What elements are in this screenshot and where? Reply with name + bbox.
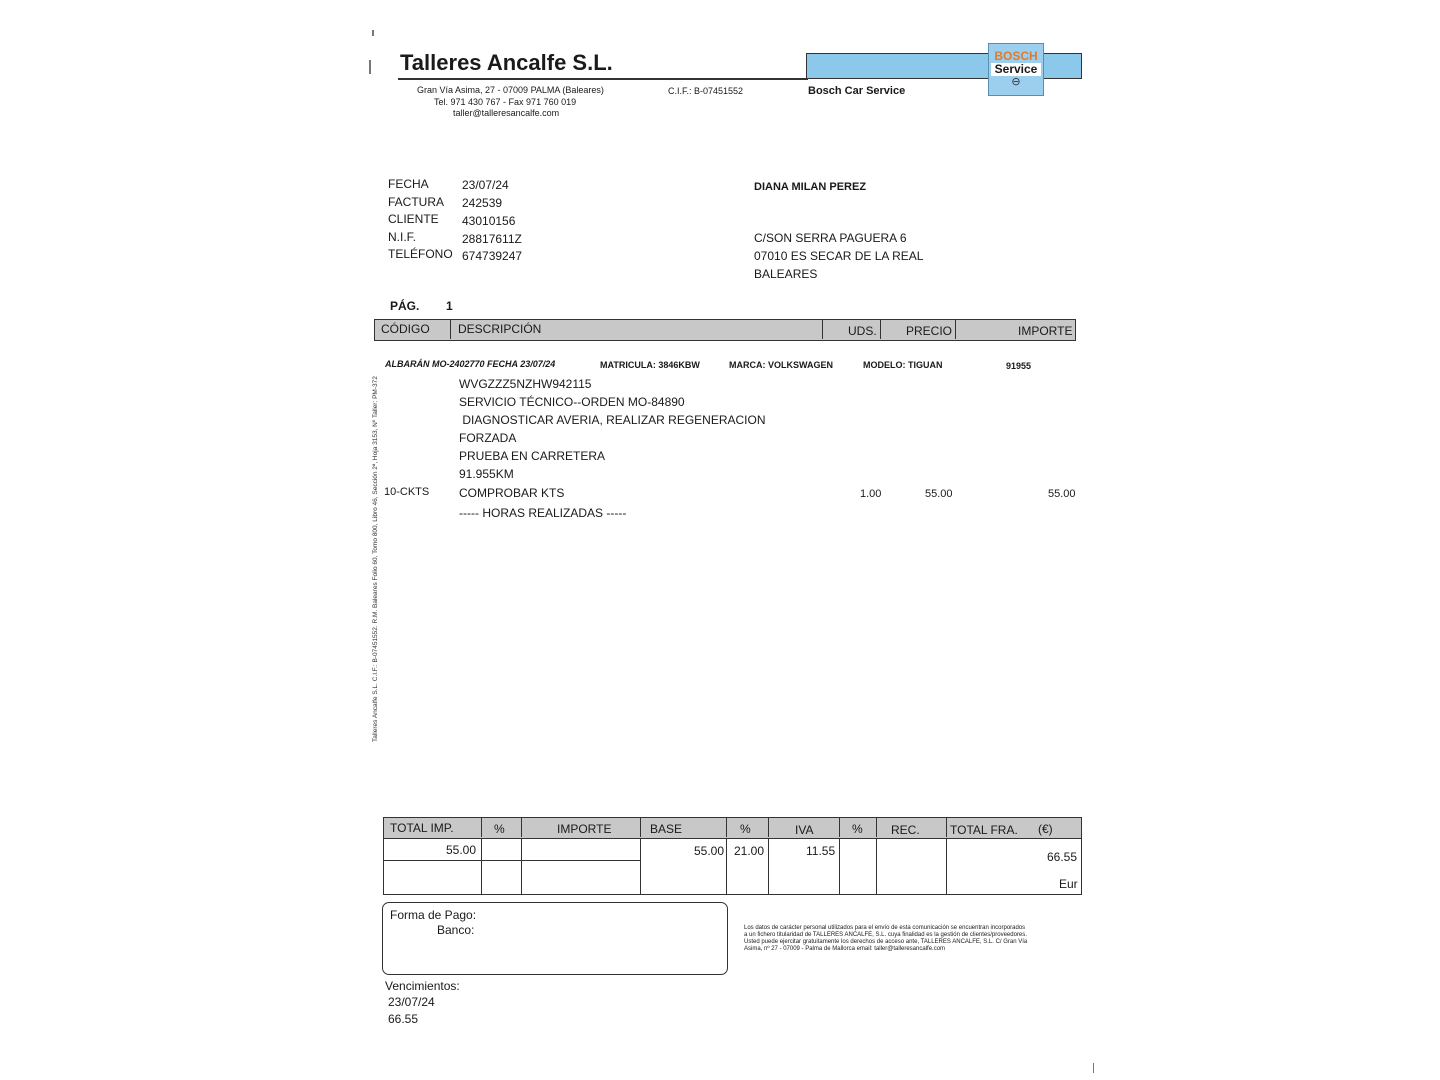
scan-mark bbox=[369, 60, 371, 74]
scan-mark bbox=[372, 30, 374, 36]
bosch-service-logo bbox=[988, 43, 1044, 96]
description-line: SERVICIO TÉCNICO--ORDEN MO-84890 bbox=[459, 395, 685, 409]
company-name: Talleres Ancalfe S.L. bbox=[400, 50, 613, 75]
modelo: MODELO: TIGUAN bbox=[863, 360, 943, 370]
item-uds: 1.00 bbox=[860, 488, 882, 500]
col-importe: IMPORTE bbox=[1018, 324, 1073, 338]
marca: MARCA: VOLKSWAGEN bbox=[729, 360, 833, 370]
legal-text-line: Los datos de carácter personal utilizados para el envío de esta comunicación se encuentran incorporados bbox=[744, 925, 1026, 931]
col-base: BASE bbox=[650, 822, 683, 836]
banco-label: Banco: bbox=[437, 923, 475, 937]
legal-text-line: a un fichero titularidad de TALLERES ANCALFE, S.L. cuya finalidad es la gestión de clientes/proveedores. bbox=[744, 932, 1027, 938]
scan-mark bbox=[1093, 1063, 1094, 1073]
col-precio: PRECIO bbox=[906, 324, 953, 338]
col-descripcion: DESCRIPCIÓN bbox=[458, 322, 542, 336]
col-pct: % bbox=[852, 822, 863, 836]
albaran-ref: ALBARÁN MO-2402770 FECHA 23/07/24 bbox=[385, 359, 556, 369]
company-address: Gran Vía Asima, 27 - 07009 PALMA (Baleares) bbox=[417, 85, 604, 95]
header-rule bbox=[398, 78, 808, 80]
customer-name: DIANA MILAN PEREZ bbox=[754, 181, 867, 193]
iva-value: 11.55 bbox=[806, 844, 836, 858]
description-line: DIAGNOSTICAR AVERIA, REALIZAR REGENERACION bbox=[459, 413, 766, 427]
col-importe: IMPORTE bbox=[557, 822, 612, 836]
factura-value: 242539 bbox=[462, 196, 503, 210]
service-logo-text: Service bbox=[991, 63, 1041, 76]
forma-pago-label: Forma de Pago: bbox=[390, 908, 477, 922]
company-email: taller@talleresancalfe.com bbox=[453, 108, 560, 118]
vencimientos-label: Vencimientos: bbox=[385, 979, 460, 993]
description-line: 91.955KM bbox=[459, 467, 514, 481]
bosch-armature-icon: ⊖ bbox=[1011, 76, 1021, 88]
cliente-label: CLIENTE bbox=[388, 212, 439, 226]
registry-side-text: Talleres Ancalfe S.L. C.I.F.: B-07451552. R.M. Baleares Folio 60, Tomo 800, Libro 46, Sección 2ª, Hoja 3153, Nº Taller: PM-372 bbox=[372, 376, 379, 742]
nif-value: 28817611Z bbox=[462, 232, 522, 246]
description-line: PRUEBA EN CARRETERA bbox=[459, 449, 606, 463]
vencimiento-fecha: 23/07/24 bbox=[388, 995, 435, 1009]
col-total-fra: TOTAL FRA. bbox=[950, 823, 1018, 837]
fecha-label: FECHA bbox=[388, 177, 429, 191]
company-cif: C.I.F.: B-07451552 bbox=[668, 86, 744, 96]
company-phone: Tel. 971 430 767 - Fax 971 760 019 bbox=[434, 97, 577, 107]
base-value: 55.00 bbox=[694, 844, 725, 858]
item-importe: 55.00 bbox=[1048, 488, 1076, 500]
vehicle-km: 91955 bbox=[1006, 361, 1032, 371]
vencimiento-importe: 66.55 bbox=[388, 1012, 419, 1026]
item-precio: 55.00 bbox=[925, 488, 953, 500]
page-label: PÁG. bbox=[390, 299, 420, 313]
legal-text-line: Usted puede ejercitar gratuitamente los derechos de acceso ante, TALLERES ANCALFE, S.L. C/ Gran Vía bbox=[744, 939, 1028, 945]
factura-label: FACTURA bbox=[388, 195, 445, 209]
cliente-value: 43010156 bbox=[462, 214, 516, 228]
matricula: MATRICULA: 3846KBW bbox=[600, 360, 700, 370]
col-total-imp: TOTAL IMP. bbox=[390, 821, 454, 835]
col-codigo: CÓDIGO bbox=[381, 322, 430, 336]
col-pct: % bbox=[494, 822, 505, 836]
telefono-label: TELÉFONO bbox=[388, 247, 453, 261]
page-number: 1 bbox=[446, 299, 453, 313]
item-descripcion: COMPROBAR KTS bbox=[459, 486, 565, 500]
customer-street: C/SON SERRA PAGUERA 6 bbox=[754, 231, 907, 245]
bosch-logo-text: BOSCH bbox=[994, 49, 1038, 63]
brand-line: Bosch Car Service bbox=[808, 85, 906, 97]
col-rec: REC. bbox=[891, 823, 920, 837]
currency: Eur bbox=[1059, 877, 1078, 891]
description-line: WVGZZZ5NZHW942115 bbox=[459, 377, 592, 391]
col-euro: (€) bbox=[1038, 822, 1053, 836]
fecha-value: 23/07/24 bbox=[462, 178, 509, 192]
description-line: FORZADA bbox=[459, 431, 517, 445]
total-value: 66.55 bbox=[1047, 850, 1078, 864]
hours-footer-line: ----- HORAS REALIZADAS ----- bbox=[459, 506, 627, 520]
iva-pct-value: 21.00 bbox=[734, 844, 765, 858]
nif-label: N.I.F. bbox=[388, 230, 417, 244]
customer-city: 07010 ES SECAR DE LA REAL bbox=[754, 249, 924, 263]
col-uds: UDS. bbox=[848, 324, 877, 338]
legal-text-line: Asima, nº 27 - 07009 - Palma de Mallorca email: taller@talleresancalfe.com bbox=[744, 946, 946, 952]
total-imp-value: 55.00 bbox=[446, 843, 477, 857]
col-iva: IVA bbox=[795, 823, 814, 837]
telefono-value: 674739247 bbox=[462, 249, 523, 263]
item-codigo: 10-CKTS bbox=[384, 486, 430, 498]
col-pct: % bbox=[740, 822, 751, 836]
customer-region: BALEARES bbox=[754, 267, 818, 281]
